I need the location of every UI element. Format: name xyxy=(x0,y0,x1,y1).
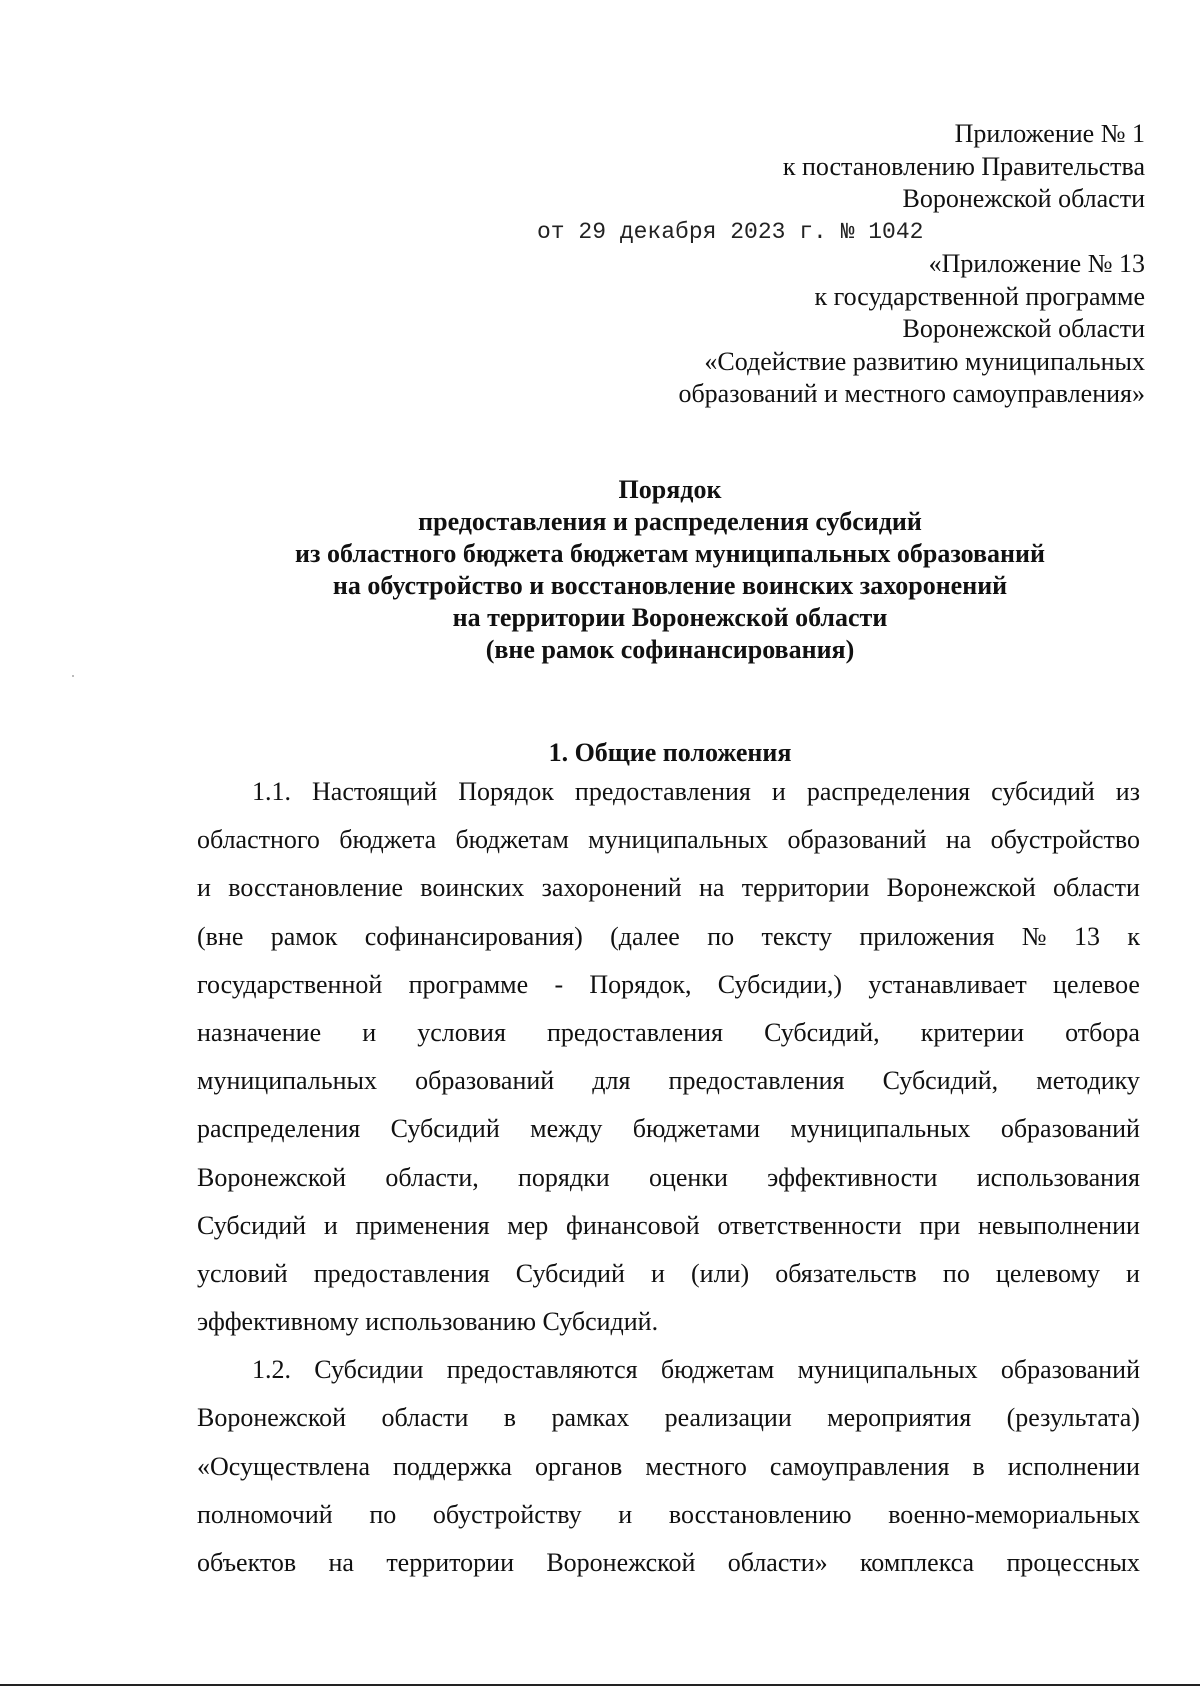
paragraph-line: и восстановление воинских захоронений на территории Воронежской области xyxy=(197,873,1140,903)
paragraph-last-line: эффективному использованию Субсидий. xyxy=(197,1307,659,1337)
appendix-number: Приложение № 1 xyxy=(954,119,1145,148)
paragraph-line: областного бюджета бюджетам муниципальных образований на обустройство xyxy=(197,825,1140,855)
program-appendix-number: «Приложение № 13 xyxy=(928,249,1145,278)
program-ref: к государственной программе xyxy=(814,281,1145,311)
program-region: Воронежской области xyxy=(902,314,1145,343)
section-heading: 1. Общие положения xyxy=(548,738,792,767)
document-title xyxy=(130,474,1200,666)
paragraph-line: Воронежской области, порядки оценки эффективности использования xyxy=(197,1162,1140,1192)
title-line-1: Порядок xyxy=(618,475,722,504)
title-line-3: из областного бюджета бюджетам муниципальных образований xyxy=(295,539,1045,568)
paragraph-line: муниципальных образований для предоставления Субсидий, методику xyxy=(197,1066,1140,1096)
appendix-region: Воронежской области xyxy=(902,184,1145,213)
resolution-date-stamp: от 29 декабря 2023 г. № 1042 xyxy=(537,218,924,245)
paragraph-line: Субсидий и применения мер финансовой ответственности при невыполнении xyxy=(197,1210,1140,1240)
title-line-4: на обустройство и восстановление воинских захоронений xyxy=(332,571,1008,600)
paragraph-line: 1.1. Настоящий Порядок предоставления и распределения субсидий из xyxy=(252,777,1140,806)
program-name-line2: образований и местного самоуправления» xyxy=(678,379,1145,408)
paragraph-line: (вне рамок софинансирования) (далее по тексту приложения № 13 к xyxy=(197,921,1140,951)
paragraph-line: государственной программе - Порядок, Субсидии,) устанавливает целевое xyxy=(197,969,1140,999)
paragraph-line: условий предоставления Субсидий и (или) обязательств по целевому и xyxy=(197,1258,1140,1288)
paragraph-line: объектов на территории Воронежской области» комплекса процессных xyxy=(197,1548,1140,1577)
paragraph-line: Воронежской области в рамках реализации мероприятия (результата) xyxy=(197,1403,1140,1433)
title-line-5: на территории Воронежской области xyxy=(452,603,888,632)
title-line-6: (вне рамок софинансирования) xyxy=(485,635,855,664)
scan-speck xyxy=(72,675,74,677)
document-body xyxy=(197,768,1140,1587)
appendix-resolution-ref: к постановлению Правительства xyxy=(782,151,1145,181)
paragraph-line: назначение и условия предоставления Субсидий, критерии отбора xyxy=(197,1017,1140,1047)
paragraph-line: «Осуществлена поддержка органов местного самоуправления в исполнении xyxy=(197,1451,1140,1481)
title-line-2: предоставления и распределения субсидий xyxy=(418,507,922,536)
appendix-header xyxy=(525,118,1145,411)
program-name-line1: «Содействие развитию муниципальных xyxy=(704,346,1145,376)
paragraph-line: распределения Субсидий между бюджетами муниципальных образований xyxy=(197,1114,1140,1144)
paragraph-line: 1.2. Субсидии предоставляются бюджетам муниципальных образований xyxy=(252,1355,1140,1385)
paragraph-line: полномочий по обустройству и восстановлению военно-мемориальных xyxy=(197,1499,1140,1529)
page-bottom-edge xyxy=(0,1684,1200,1686)
